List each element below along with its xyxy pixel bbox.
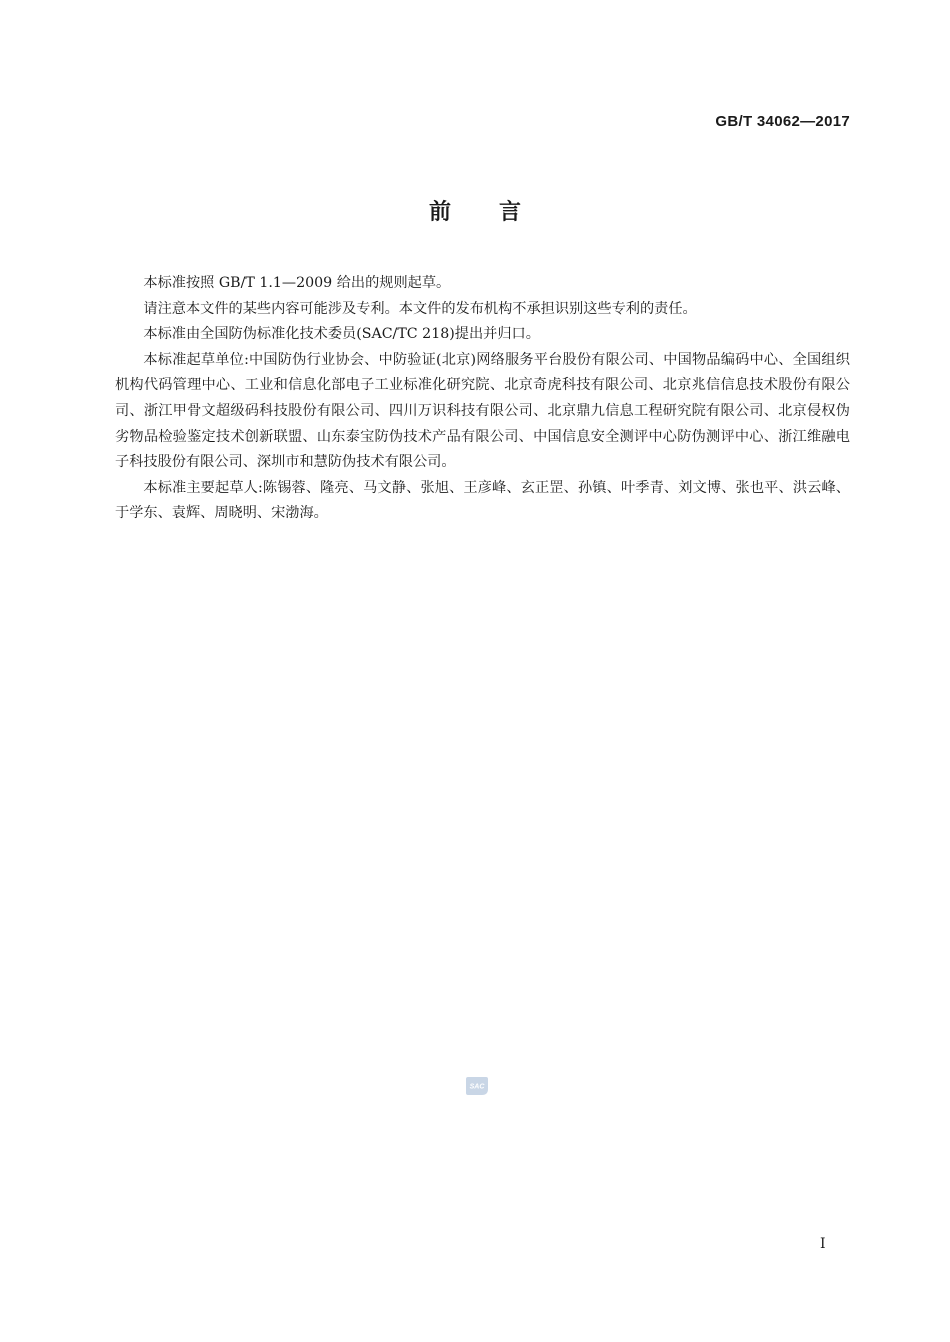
paragraph-proposer: 本标准由全国防伪标准化技术委员(SAC/TC 218)提出并归口。 [143, 326, 540, 343]
watermark-text: SAC [469, 1083, 485, 1091]
paragraph-drafting-rules: 本标准按照 GB/T 1.1—2009 给出的规则起草。 [143, 275, 451, 291]
foreword-body [115, 271, 850, 527]
paragraph-drafting-units: 本标准起草单位:中国防伪行业协会、中防验证(北京)网络服务平台股份有限公司、中国物品编码中心、全国组织机构代码管理中心、工业和信息化部电子工业标准化研究院、北京奇虎科技有限公司、北京兆信信息技术股份有限公司、浙江甲骨文超级码科技股份有限公司、四川万识科技有限公司、北京鼎九信息工程研究院有限公司、北京侵权伪劣物品检验鉴定技术创新联盟、山东泰宝防伪技术产品有限公司、中国信息安全测评中心防伪测评中心、浙江维融电子科技股份有限公司、深圳市和慧防伪技术有限公司。 [115, 351, 850, 471]
paragraph-drafters: 本标准主要起草人:陈锡蓉、隆亮、马文静、张旭、王彦峰、玄正罡、孙镇、叶季青、刘文博、张也平、洪云峰、于学东、袁辉、周晓明、宋渤海。 [115, 479, 850, 522]
sac-logo-icon [465, 1076, 489, 1096]
standard-number: GB/T 34062—2017 [715, 113, 850, 130]
paragraph-patent-notice: 请注意本文件的某些内容可能涉及专利。本文件的发布机构不承担识别这些专利的责任。 [143, 300, 697, 317]
page-title: 前言 [428, 200, 569, 225]
page-number: I [820, 1236, 826, 1252]
sac-watermark-logo [465, 1076, 489, 1096]
